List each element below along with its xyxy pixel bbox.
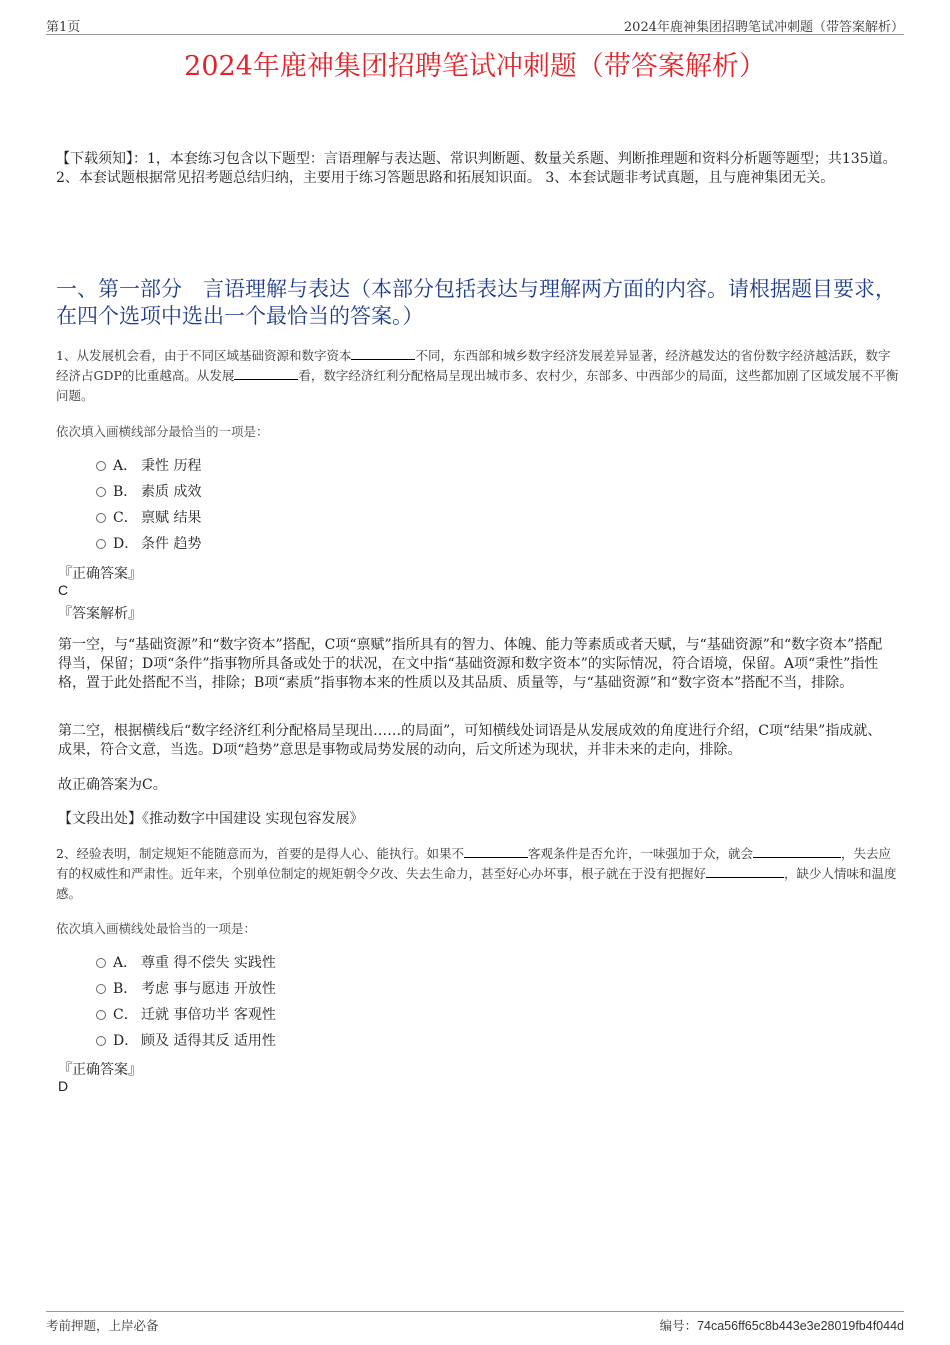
option-letter: A． — [113, 955, 138, 971]
footer-code-label: 编号： — [659, 1318, 698, 1333]
q2-option-b[interactable] — [96, 979, 276, 999]
radio-icon[interactable] — [96, 539, 106, 549]
footer-code-value: 74ca56ff65c8b443e3e28019fb4f044d — [697, 1319, 904, 1333]
q1-text-2: 不同，东西部和城乡数字经济发展差异显著，经济越发达的省份数字经济越活跃，数字经济占GDP的比重越高。从发展 — [56, 348, 891, 383]
q1-analysis-label: 『答案解析』 — [58, 606, 142, 622]
option-text: 尊重 得不偿失 实践性 — [141, 955, 276, 971]
q2-option-a[interactable] — [96, 953, 276, 973]
page-footer — [46, 1311, 904, 1333]
q1-answer: C — [58, 582, 69, 598]
option-text: 考虑 事与愿违 开放性 — [141, 981, 276, 997]
q1-option-c[interactable] — [96, 508, 201, 528]
option-text: 顾及 适得其反 适用性 — [141, 1033, 276, 1049]
option-letter: B． — [113, 484, 138, 500]
q1-blank-2 — [234, 366, 298, 380]
q1-analysis-2: 第二空，根据横线后“数字经济红利分配格局呈现出……的局面”，可知横线处词语是从发展成效的角度进行介绍，C项“结果”指成就、成果，符合文意，当选。D项“趋势”意思是事物或局势发展的动向，后文所述为现状，并非未来的走向，排除。 — [58, 723, 882, 758]
q1-source: 【文段出处】《推动数字中国建设 实现包容发展》 — [58, 811, 364, 827]
q1-text-3: 看，数字经济红利分配格局呈现出城市多、农村少，东部多、中西部少的局面，这些都加剧了区域发展不平衡问题。 — [56, 368, 899, 403]
q1-option-d[interactable] — [96, 534, 201, 554]
radio-icon[interactable] — [96, 461, 106, 471]
download-notice: 【下载须知】：1，本套练习包含以下题型：言语理解与表达题、常识判断题、数量关系题、判断推理题和资料分析题等题型；共135道。 2、本套试题根据常见招考题总结归纳，主要用于练习答题思路和拓展知识面。 3、本套试题非考试真题，且与鹿神集团无关。 — [56, 151, 897, 186]
q1-conclusion: 故正确答案为C。 — [58, 777, 167, 793]
section-title: 一、第一部分 言语理解与表达（本部分包括表达与理解两方面的内容。请根据题目要求，在四个选项中选出一个最恰当的答案。） — [56, 277, 896, 328]
document-title: 2024年鹿神集团招聘笔试冲刺题（带答案解析） — [184, 51, 766, 82]
q1-answer-label: 『正确答案』 — [58, 566, 142, 582]
q1-option-a[interactable] — [96, 456, 201, 476]
q2-blank-2 — [753, 844, 841, 858]
option-text: 迁就 事倍功半 客观性 — [141, 1007, 276, 1023]
q2-blank-1 — [464, 844, 528, 858]
option-text: 条件 趋势 — [141, 536, 202, 552]
header-doc-title: 2024年鹿神集团招聘笔试冲刺题（带答案解析） — [623, 20, 904, 35]
q2-prompt: 依次填入画横线处最恰当的一项是： — [56, 921, 257, 936]
footer-code — [660, 1316, 904, 1334]
radio-icon[interactable] — [96, 1010, 106, 1020]
page-header — [46, 14, 904, 35]
q1-option-b[interactable] — [96, 482, 201, 502]
q2-text-1: 2、经验表明，制定规矩不能随意而为，首要的是得人心、能执行。如果不 — [56, 846, 464, 861]
q2-blank-3 — [706, 864, 784, 878]
q2-text-2: 客观条件是否允许，一味强加于众，就会 — [527, 846, 753, 861]
radio-icon[interactable] — [96, 513, 106, 523]
option-letter: A． — [113, 458, 138, 474]
page-number: 第1页 — [46, 20, 81, 35]
footer-slogan: 考前押题，上岸必备 — [46, 1318, 159, 1333]
option-letter: C． — [113, 510, 138, 526]
q1-blank-1 — [351, 346, 415, 360]
question-1-stem — [56, 346, 901, 406]
radio-icon[interactable] — [96, 958, 106, 968]
q1-prompt: 依次填入画横线部分最恰当的一项是： — [56, 424, 269, 439]
option-text: 禀赋 结果 — [141, 510, 202, 526]
option-text: 素质 成效 — [141, 484, 202, 500]
option-letter: D． — [113, 536, 139, 552]
radio-icon[interactable] — [96, 1036, 106, 1046]
option-letter: B． — [113, 981, 138, 997]
q1-text-1: 1、从发展机会看，由于不同区域基础资源和数字资本 — [56, 348, 352, 363]
option-text: 秉性 历程 — [141, 458, 202, 474]
q2-answer: D — [58, 1078, 69, 1094]
q2-text-3: ，失去应有的权威性和严肃性。近年来，个别单位制定的规矩朝令夕改、失去生命力，甚至好心办坏事，根子就在于没有把握好 — [56, 846, 891, 881]
q2-option-c[interactable] — [96, 1005, 276, 1025]
q2-option-d[interactable] — [96, 1031, 276, 1051]
q2-answer-label: 『正确答案』 — [58, 1062, 142, 1078]
question-2-stem — [56, 844, 901, 904]
option-letter: C． — [113, 1007, 138, 1023]
q2-text-4: ，缺少人情味和温度感。 — [56, 866, 897, 901]
radio-icon[interactable] — [96, 984, 106, 994]
radio-icon[interactable] — [96, 487, 106, 497]
option-letter: D． — [113, 1033, 139, 1049]
q1-analysis-1: 第一空，与“基础资源”和“数字资本”搭配，C项“禀赋”指所具有的智力、体魄、能力等素质或者天赋，与“基础资源”和“数字资本”搭配得当，保留；D项“条件”指事物所具备或处于的状况，在文中指“基础资源和数字资本”的实际情况，符合语境，保留。A项“秉性”指性格，置于此处搭配不当，排除；B项“素质”指事物本来的性质以及其品质、质量等，与“基础资源”和“数字资本”搭配不当，排除。 — [58, 637, 883, 691]
